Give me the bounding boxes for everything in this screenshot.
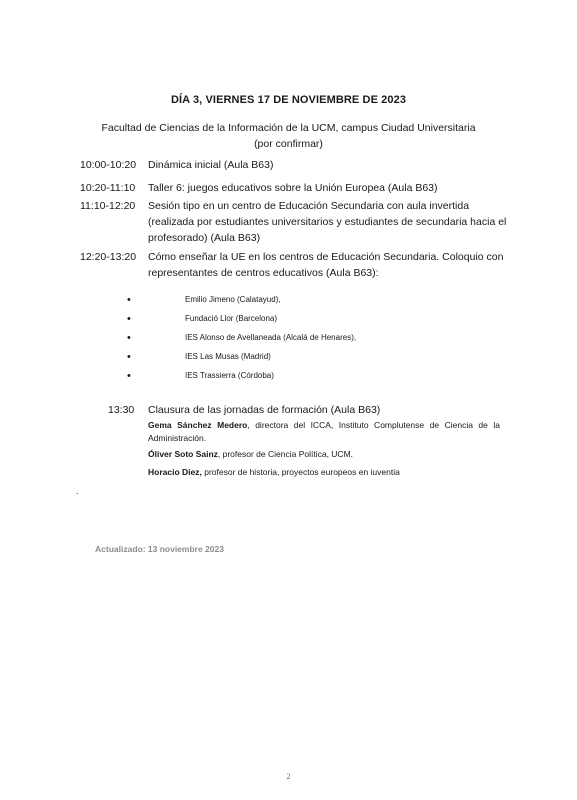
closing-time: 13:30 <box>108 404 135 416</box>
schedule-time: 11:10-12:20 <box>80 200 136 212</box>
updated-note: Actualizado: 13 noviembre 2023 <box>95 544 224 554</box>
centre-name: Emilio Jimeno (Calatayud), <box>185 295 281 304</box>
centre-name: IES Alonso de Avellaneada (Alcalá de Henares), <box>185 333 357 342</box>
person-role: , directora del ICCA, Instituto Complutense de Ciencia de la Administración. <box>148 420 501 443</box>
closing-desc: Clausura de las jornadas de formación (Aula B63) <box>148 404 381 416</box>
venue-line: Facultad de Ciencias de la Información de la UCM, campus Ciudad Universitaria <box>101 122 476 134</box>
person-name: Gema Sánchez Medero <box>148 420 248 430</box>
bullet-icon: • <box>127 332 131 344</box>
bullet-icon: • <box>127 294 131 306</box>
person-entry <box>148 448 500 461</box>
schedule-desc: Cómo enseñar la UE en los centros de Educación Secundaria. Coloquio con representantes de centros educativos (Aula B63): <box>148 251 504 279</box>
person-entry <box>148 466 500 479</box>
schedule-time: 12:20-13:20 <box>80 251 137 263</box>
bullet-icon: • <box>127 313 131 325</box>
page-number: 2 <box>286 772 291 781</box>
person-entry <box>148 419 500 445</box>
schedule-desc: Dinámica inicial (Aula B63) <box>148 159 274 171</box>
schedule-desc: Taller 6: juegos educativos sobre la Unión Europea (Aula B63) <box>148 182 438 194</box>
closing-row <box>108 403 380 417</box>
schedule-row <box>80 249 517 281</box>
bullet-icon: • <box>127 370 131 382</box>
schedule-row <box>80 157 517 173</box>
schedule-time: 10:20-11:10 <box>80 182 136 194</box>
day-heading: DÍA 3, VIERNES 17 DE NOVIEMBRE DE 2023 <box>170 94 407 106</box>
centre-name: IES Las Musas (Madrid) <box>185 352 271 361</box>
schedule-row <box>80 180 517 196</box>
bullet-icon: • <box>127 351 131 363</box>
schedule-time: 10:00-10:20 <box>80 159 137 171</box>
person-role: , profesor de Ciencia Política, UCM. <box>217 449 354 459</box>
venue-note: (por confirmar) <box>254 138 323 150</box>
schedule-row <box>80 198 517 246</box>
person-role: profesor de historia, proyectos europeos en iuventia <box>201 467 400 477</box>
person-name: Óliver Soto Sainz <box>148 449 218 459</box>
centre-name: Fundació Llor (Barcelona) <box>185 314 278 323</box>
venue-block <box>60 120 517 152</box>
person-name: Horacio Diez, <box>148 467 202 477</box>
centre-name: IES Trassierra (Córdoba) <box>185 371 274 380</box>
stray-mark: . <box>76 486 79 496</box>
schedule-desc: Sesión tipo en un centro de Educación Secundaria con aula invertida (realizada por estudiantes universitarios y estudiantes de secundaria hacia el profesorado) (Aula B63) <box>148 200 507 244</box>
